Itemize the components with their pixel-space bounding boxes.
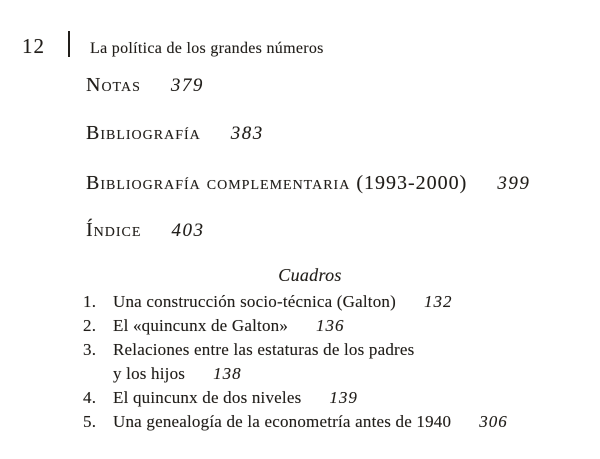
table-entry (83, 314, 593, 338)
running-head (22, 27, 324, 59)
table-entry-title: Relaciones entre las estaturas de los padres (113, 340, 415, 359)
table-entry-title: Una genealogía de la econometría antes de 1940 (113, 412, 452, 431)
table-entry-page: 138 (213, 364, 242, 383)
running-title: La política de los grandes números (90, 40, 324, 57)
table-entry-continuation (83, 362, 593, 386)
table-entry-number: 2. (83, 316, 97, 335)
toc-entry-page: 383 (230, 123, 264, 144)
table-entry (83, 386, 593, 410)
toc-entry-label: Bibliografía (86, 122, 201, 144)
table-entry-number: 1. (83, 292, 97, 311)
toc-entry-label: Índice (86, 219, 142, 241)
table-entry-page: 136 (316, 316, 345, 335)
table-entry-page: 139 (329, 388, 358, 407)
table-entry-page: 132 (424, 292, 453, 311)
table-entry-page: 306 (479, 412, 508, 431)
tables-list (83, 290, 593, 434)
toc-entry-label: Notas (86, 74, 141, 96)
tables-list-heading: Cuadros (278, 265, 342, 285)
toc-entry-bibliografia (86, 123, 264, 143)
table-entry-title-continuation: y los hijos (113, 364, 186, 383)
toc-entry-bibliografia-complementaria (86, 173, 530, 193)
table-entry (83, 410, 593, 434)
table-entry-number: 3. (83, 340, 97, 359)
toc-entry-page: 403 (171, 220, 205, 241)
table-entry-number: 5. (83, 412, 97, 431)
toc-entry-label: Bibliografía complementaria (1993-2000) (86, 172, 468, 194)
toc-entry-page: 399 (497, 173, 531, 194)
toc-entry-indice (86, 220, 204, 240)
table-entry (83, 290, 593, 314)
header-divider (68, 31, 70, 57)
table-entry-title: El «quincunx de Galton» (113, 316, 289, 335)
toc-entry-notas (86, 75, 204, 95)
table-entry (83, 338, 593, 362)
table-entry-title: El quincunx de dos niveles (113, 388, 302, 407)
toc-entry-page: 379 (170, 75, 204, 96)
table-entry-number: 4. (83, 388, 97, 407)
table-entry-title: Una construcción socio-técnica (Galton) (113, 292, 396, 311)
page-number: 12 (22, 34, 45, 58)
